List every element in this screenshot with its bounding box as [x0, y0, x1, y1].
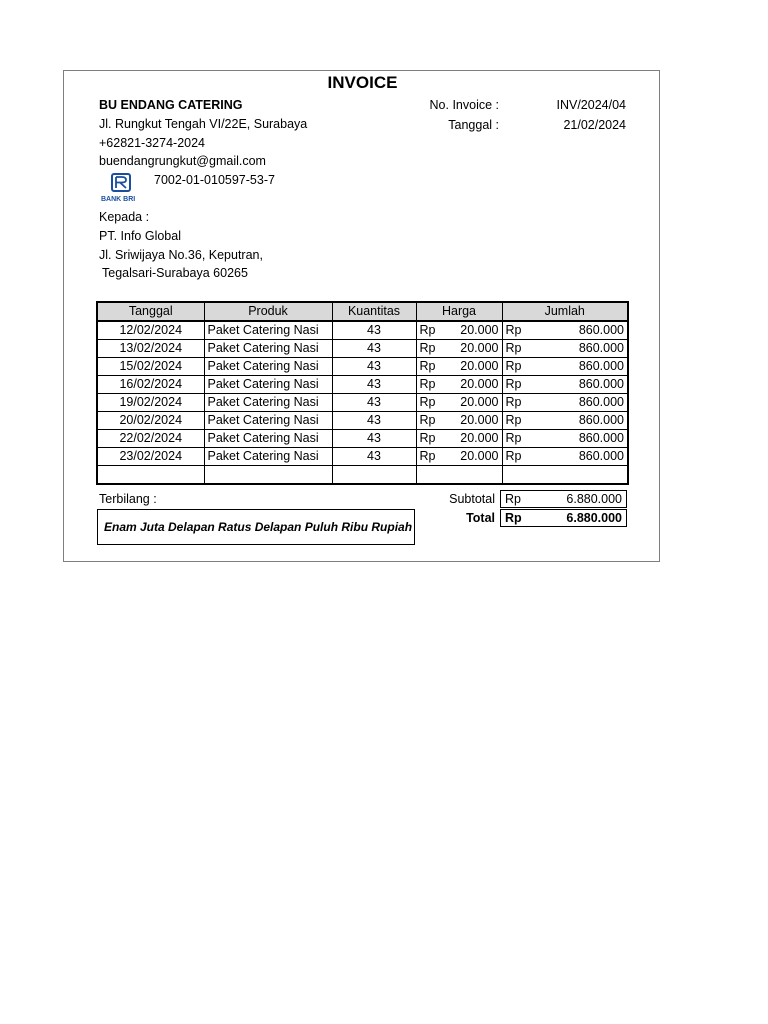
- cell-amount: Rp 860.000: [502, 376, 628, 394]
- amount-in-words: Enam Juta Delapan Ratus Delapan Puluh Ribu Rupiah: [97, 509, 415, 545]
- cell-quantity: 43: [332, 430, 416, 448]
- invoice-title: INVOICE: [327, 73, 398, 92]
- cell-price: Rp 20.000: [416, 412, 502, 430]
- column-header-harga: Harga: [416, 302, 502, 321]
- bank-account-number: 7002-01-010597-53-7: [154, 173, 275, 187]
- cell-date: 19/02/2024: [97, 394, 204, 412]
- column-header-jumlah: Jumlah: [502, 302, 628, 321]
- cell-quantity: 43: [332, 340, 416, 358]
- cell-date: 20/02/2024: [97, 412, 204, 430]
- seller-name: BU ENDANG CATERING: [99, 98, 243, 112]
- cell-date: 15/02/2024: [97, 358, 204, 376]
- seller-address: Jl. Rungkut Tengah VI/22E, Surabaya: [99, 117, 308, 131]
- column-header-kuantitas: Kuantitas: [332, 302, 416, 321]
- invoice-sheet: [63, 70, 660, 562]
- cell-amount: Rp 860.000: [502, 358, 628, 376]
- cell-quantity: 43: [332, 394, 416, 412]
- cell-quantity: 43: [332, 376, 416, 394]
- subtotal-value-box: [500, 490, 627, 508]
- table-row: [97, 430, 628, 448]
- subtotal-currency: Rp: [505, 492, 521, 506]
- cell-price: Rp 20.000: [416, 376, 502, 394]
- invoice-number-label: No. Invoice :: [429, 98, 499, 112]
- cell-date: 16/02/2024: [97, 376, 204, 394]
- cell-date: 23/02/2024: [97, 448, 204, 466]
- subtotal-label: Subtotal: [449, 492, 495, 506]
- cell-product: Paket Catering Nasi: [204, 321, 332, 340]
- table-row: [97, 358, 628, 376]
- cell-date: 22/02/2024: [97, 430, 204, 448]
- total-value-box: [500, 509, 627, 527]
- cell-amount: Rp 860.000: [502, 430, 628, 448]
- cell-amount: Rp 860.000: [502, 321, 628, 340]
- recipient-address-line2: Tegalsari-Surabaya 60265: [102, 266, 248, 280]
- table-row: [97, 394, 628, 412]
- terbilang-label: Terbilang :: [99, 492, 157, 506]
- recipient-address-line1: Jl. Sriwijaya No.36, Keputran,: [99, 248, 263, 262]
- cell-product: Paket Catering Nasi: [204, 430, 332, 448]
- cell-amount: Rp 860.000: [502, 340, 628, 358]
- cell-product: Paket Catering Nasi: [204, 340, 332, 358]
- cell-price: Rp 20.000: [416, 340, 502, 358]
- cell-price: Rp 20.000: [416, 358, 502, 376]
- invoice-number-value: INV/2024/04: [556, 98, 626, 112]
- cell-quantity: 43: [332, 358, 416, 376]
- recipient-label: Kepada :: [99, 210, 150, 224]
- cell-product: Paket Catering Nasi: [204, 376, 332, 394]
- table-row: [97, 412, 628, 430]
- cell-date: 13/02/2024: [97, 340, 204, 358]
- invoice-date-label: Tanggal :: [448, 118, 499, 132]
- cell-amount: Rp 860.000: [502, 412, 628, 430]
- column-header-tanggal: Tanggal: [97, 302, 204, 321]
- bank-bri-logo: [101, 173, 143, 203]
- cell-price: Rp 20.000: [416, 394, 502, 412]
- seller-phone: +62821-3274-2024: [99, 136, 205, 150]
- table-row: [97, 448, 628, 466]
- column-header-produk: Produk: [204, 302, 332, 321]
- recipient-company: PT. Info Global: [99, 229, 181, 243]
- subtotal-value: 6.880.000: [566, 492, 622, 506]
- cell-price: Rp 20.000: [416, 430, 502, 448]
- total-label: Total: [466, 511, 495, 525]
- cell-price: Rp 20.000: [416, 448, 502, 466]
- cell-quantity: 43: [332, 321, 416, 340]
- cell-amount: Rp 860.000: [502, 394, 628, 412]
- cell-product: Paket Catering Nasi: [204, 448, 332, 466]
- table-row: [97, 376, 628, 394]
- invoice-items-table: [96, 301, 629, 485]
- seller-email: buendangrungkut@gmail.com: [99, 154, 266, 168]
- table-header-row: [97, 302, 628, 321]
- cell-date: 12/02/2024: [97, 321, 204, 340]
- cell-amount: Rp 860.000: [502, 448, 628, 466]
- cell-quantity: 43: [332, 448, 416, 466]
- table-row: [97, 321, 628, 340]
- svg-text:BANK BRI: BANK BRI: [101, 196, 136, 203]
- cell-product: Paket Catering Nasi: [204, 412, 332, 430]
- invoice-date-value: 21/02/2024: [563, 118, 626, 132]
- table-row: [97, 340, 628, 358]
- cell-price: Rp 20.000: [416, 321, 502, 340]
- total-currency: Rp: [505, 511, 522, 525]
- cell-quantity: 43: [332, 412, 416, 430]
- cell-product: Paket Catering Nasi: [204, 358, 332, 376]
- cell-product: Paket Catering Nasi: [204, 394, 332, 412]
- table-row-empty: [97, 466, 628, 485]
- total-value: 6.880.000: [566, 511, 622, 525]
